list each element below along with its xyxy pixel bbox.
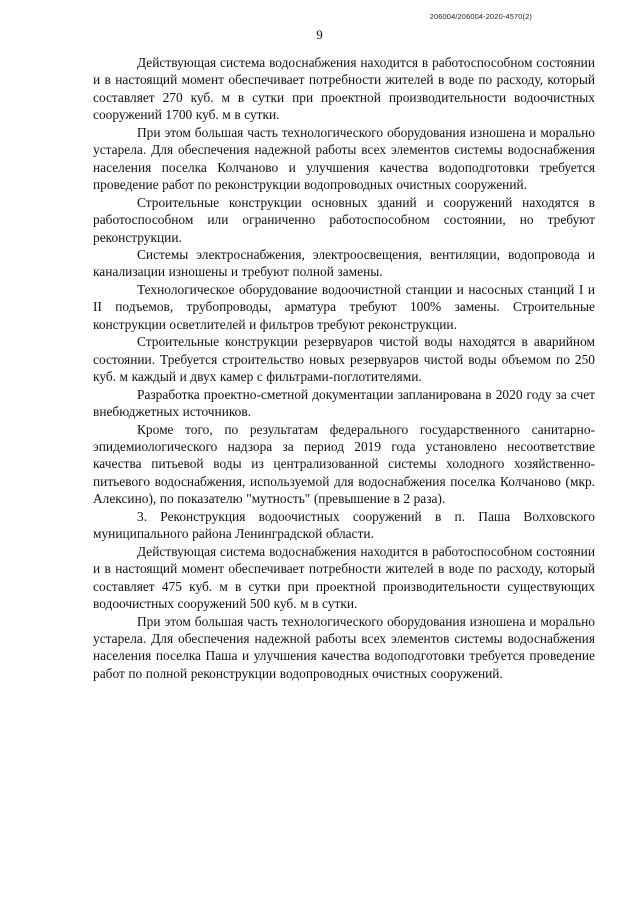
paragraph-pasha-equipment-worn: При этом большая часть технологического оборудования изношена и морально устарела. Для обеспечения надежной работы всех элементов системы водоснабжения населения поселка Паша и улучшения качества водоподготовки требуется проведение работ по полной реконструкции водопроводных очистных сооружений.	[93, 613, 595, 681]
paragraph-design-documentation: Разработка проектно-сметной документации запланирована в 2020 году за счет внебюджетных источников.	[93, 386, 595, 420]
paragraph-section-3-heading: 3. Реконструкция водоочистных сооружений в п. Паша Волховского муниципального района Ленинградской области.	[93, 508, 595, 542]
paragraph-kolchanovo-current-system: Действующая система водоснабжения находится в работоспособном состоянии и в настоящий момент обеспечивает потребности жителей в воде по расходу, который составляет 270 куб. м в сутки при проектной производительности водоочистных сооружений 1700 куб. м в сутки.	[93, 55, 595, 123]
document-id: 206004/206004-2020-4570(2)	[429, 12, 532, 21]
paragraph-kolchanovo-equipment-worn: При этом большая часть технологического оборудования изношена и морально устарела. Для обеспечения надежной работы всех элементов системы водоснабжения населения поселка Колчаново и улучшения качества водоподготовки требуется проведение работ по реконструкции водопроводных очистных сооружений.	[93, 124, 595, 193]
paragraph-sanitary-supervision: Кроме того, по результатам федерального государственного санитарно-эпидемиологического надзора за период 2019 года установлено несоответствие качества питьевой воды из централизованной системы холодного хозяйственно-питьевого водоснабжения, используемой для водоснабжения поселка Колчаново (мкр. Алексино), по показателю "мутность" (превышение в 2 раза).	[93, 421, 595, 507]
document-body	[93, 54, 595, 682]
paragraph-pasha-current-system: Действующая система водоснабжения находится в работоспособном состоянии и в настоящий момент обеспечивает потребности жителей в воде по расходу, который составляет 475 куб. м в сутки при проектной производительности существующих водоочистных сооружений 500 куб. м в сутки.	[93, 543, 595, 612]
paragraph-clean-water-reservoirs: Строительные конструкции резервуаров чистой воды находятся в аварийном состоянии. Требуется строительство новых резервуаров чистой воды объемом по 250 куб. м каждый и двух камер с фильтрами-поглотителями.	[93, 334, 595, 385]
paragraph-building-structures: Строительные конструкции основных зданий и сооружений находятся в работоспособном или ограниченно работоспособном состоянии, но требуют реконструкции.	[93, 194, 595, 245]
paragraph-utility-systems: Системы электроснабжения, электроосвещения, вентиляции, водопровода и канализации изношены и требуют полной замены.	[93, 246, 595, 280]
paragraph-technological-equipment: Технологическое оборудование водоочистной станции и насосных станций I и II подъемов, трубопроводы, арматура требуют 100% замены. Строительные конструкции осветлителей и фильтров требуют реконструкции.	[93, 281, 595, 332]
page-number: 9	[316, 27, 323, 42]
